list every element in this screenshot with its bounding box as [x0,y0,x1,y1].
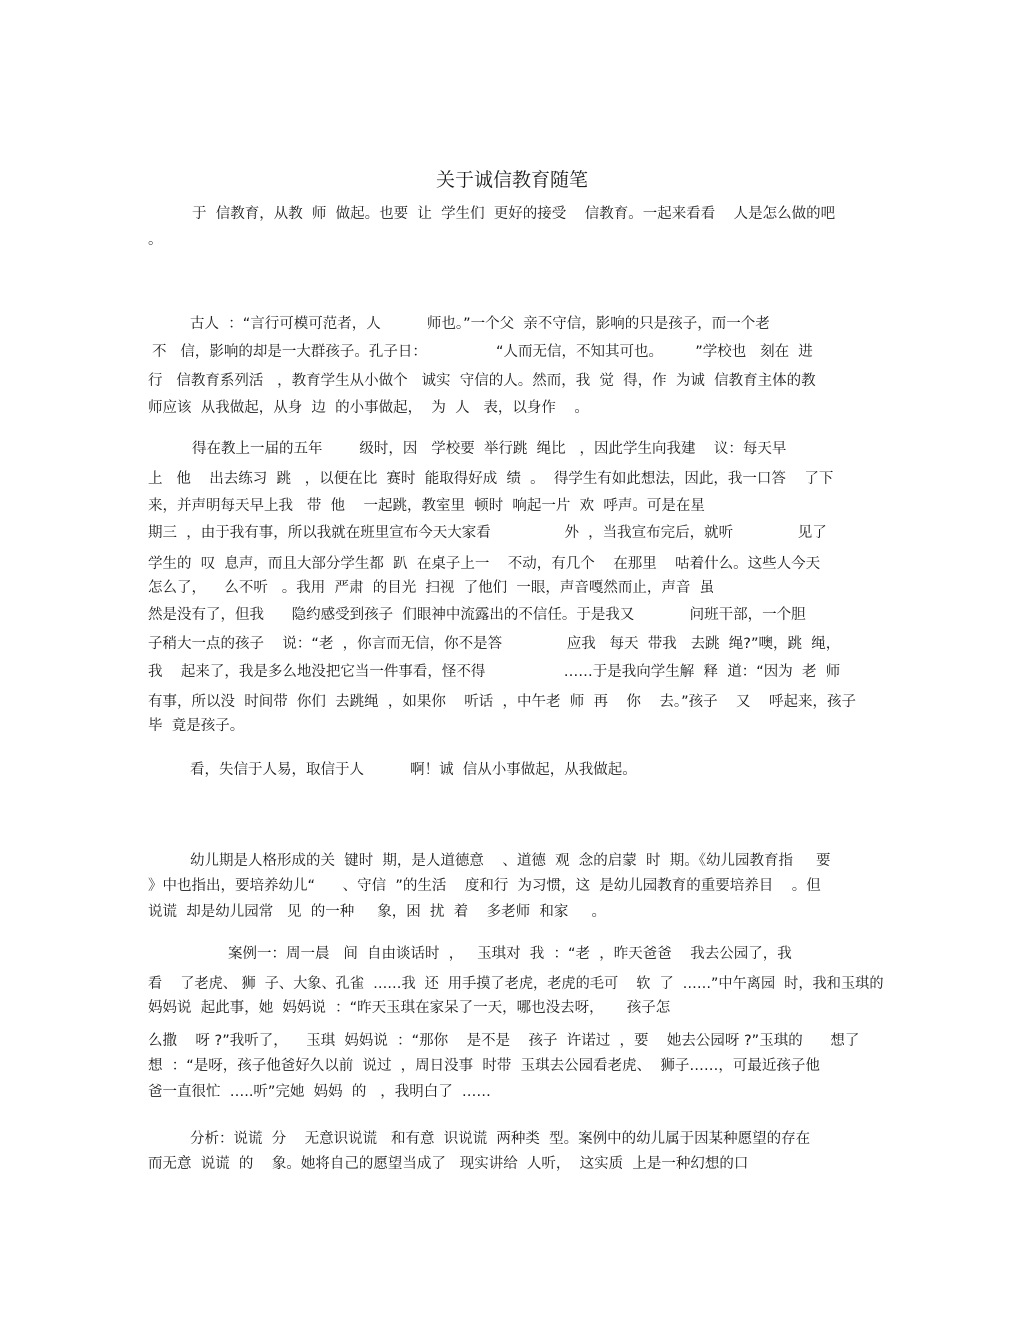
text-line: 期三 ，由于我有事，所以我就在班里宣布今天大家看 外 ，当我宣布完后，就听 见了 [148,525,827,541]
text-line: 说谎 却是幼儿园常 见 的一种 象，困 扰 着 多老师 和家 。 [148,904,606,920]
text-line: 行 信教育系列活 ，教育学生从小做个 诚实 守信的人。然而，我 觉 得，作 为诚 信教育主体的教 [148,373,816,389]
document-title: 关于诚信教育随笔 [435,169,588,191]
text-line: 怎么了， 么不听 。我用 严肃 的目光 扫视 了他们 一眼，声音嘎然而止，声音 虽 [148,580,715,596]
text-line: 于 信教育，从教 师 做起。也要 让 学生们 更好的接受 信教育。一起来看看 人是怎么做的吧 [192,206,836,222]
text-line: 看 了老虎、 狮 子、大象、孔雀 ……我 还 用手摸了老虎，老虎的毛可 软 了 ……”中午离园 时，我和玉琪的 [148,976,884,992]
text-line: 不 信，影响的却是一大群孩子。孔子日： “人而无信，不知其可也。 ”学校也 刻在 进 [152,344,813,360]
text-line: 古人 ：“言行可模可范者，人 师也。”一个父 亲不守信，影响的只是孩子，而一个老 [190,316,770,332]
text-line: 爸一直很忙 …..听”完她 妈妈 的 ，我明白了 …… [148,1084,491,1100]
text-line: 有事，所以没 时间带 你们 去跳绳 ，如果你 听话 ，中午老 师 再 你 去。”孩子 又 呼起来，孩子 [148,694,856,710]
text-line: 看，失信于人易，取信于人 啊！诚 信从小事做起，从我做起。 [190,762,637,778]
text-line: 而无意 说谎 的 象。她将自己的愿望当成了 现实讲给 人听， 这实质 上是一种幻想的口 [148,1156,749,1172]
text-line: 师应该 从我做起，从身 边 的小事做起， 为 人 表，以身作 。 [148,400,589,416]
text-line: 毕 竟是孩子。 [148,718,245,734]
text-line: 妈妈说 起此事，她 妈妈说 ：“昨天玉琪在家呆了一天，哪也没去呀， 孩子怎 [148,1000,671,1016]
text-line: 。 [148,232,163,248]
text-line: 然是没有了，但我 隐约感受到孩子 们眼神中流露出的不信任。于是我又 问班干部，一个胆 [148,607,806,623]
text-line: 幼儿期是人格形成的关 键时 期，是人道德意 、道德 观 念的启蒙 时 期。《幼儿园教育指 要 [190,853,831,869]
text-line: 分析：说谎 分 无意识说谎 和有意 识说谎 两种类 型。案例中的幼儿属于因某种愿望的存在 [190,1131,811,1147]
text-line: 上 他 出去练习 跳 ，以便在比 赛时 能取得好成 绩 。 得学生有如此想法，因此，我一口答 了下 [148,471,834,487]
text-line: 子稍大一点的孩子 说：“老 ，你言而无信，你不是答 应我 每天 带我 去跳 绳?”噢，跳 绳， [148,636,841,652]
text-line: 》中也指出，要培养幼儿“ 、守信 ”的生活 度和行 为习惯，这 是幼儿园教育的重要培养目 。但 [148,878,821,894]
text-line: 得在教上一届的五年 级时，因 学校要 举行跳 绳比 ，因此学生向我建 议：每天早 [192,441,787,457]
text-line: 我 起来了，我是多么地没把它当一件事看，怪不得 ……于是我向学生解 释 道：“因为 老 师 [148,664,841,680]
text-line: 么撒 呀 ?”我听了， 玉琪 妈妈说 ：“那你 是不是 孩子 许诺过 ，要 她去公园呀 ?”玉琪的 想了 [148,1033,860,1049]
text-line: 想 ：“是呀，孩子他爸好久以前 说过 ，周日没事 时带 玉琪去公园看老虎、 狮子……，可最近孩子他 [148,1058,820,1074]
text-line: 来，并声明每天早上我 带 他 一起跳，教室里 顿时 响起一片 欢 呼声。可是在星 [148,498,705,514]
text-line: 案例一：周一晨 间 自由谈话时 ， 玉琪对 我 ：“老 ，昨天爸爸 我去公园了，我 [228,946,792,962]
text-line: 学生的 叹 息声，而且大部分学生都 趴 在桌子上一 不动，有几个 在那里 咕着什么。这些人今天 [148,556,821,572]
